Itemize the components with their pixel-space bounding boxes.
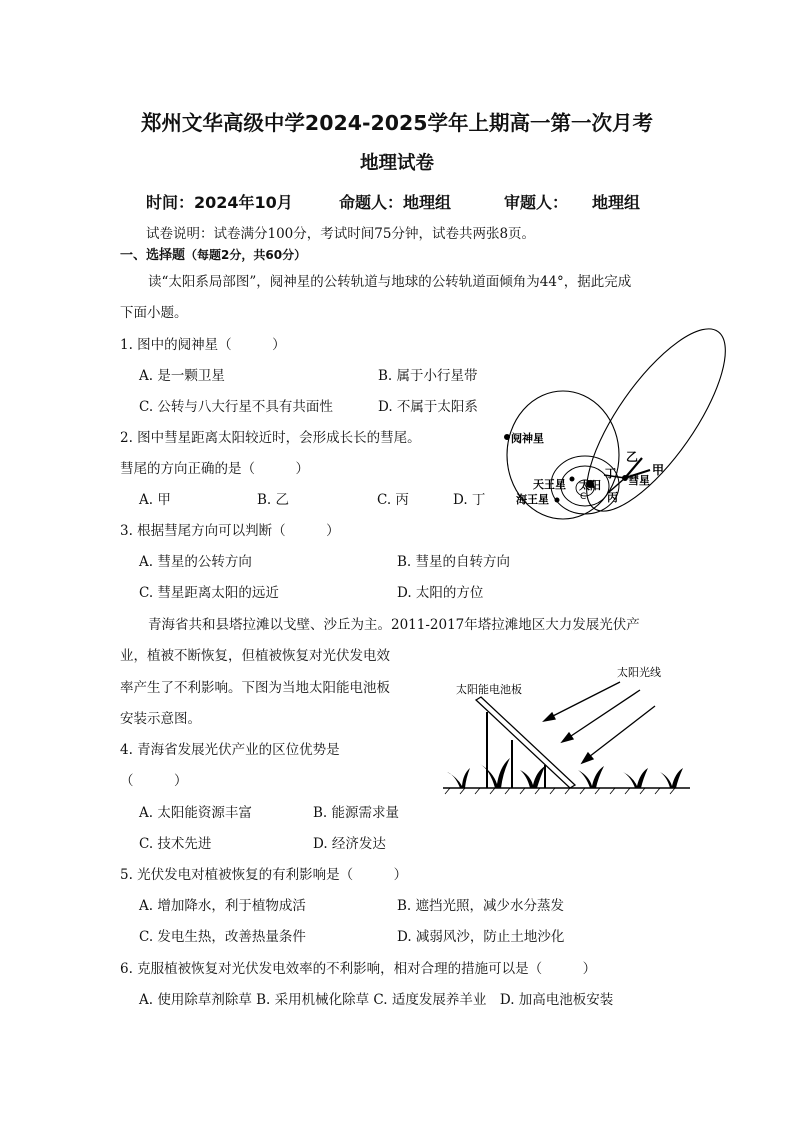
q3-option-b: B. 彗星的自转方向 [397, 554, 511, 570]
uranus-dot [570, 477, 575, 482]
q3-option-c: C. 彗星距离太阳的远近 [139, 585, 279, 601]
q3-stem: 3. 根据彗尾方向可以判断（ ） [120, 523, 340, 539]
q4-option-b: B. 能源需求量 [313, 805, 400, 821]
exam-reviewer: 地理组 [592, 193, 641, 212]
q1-option-b: B. 属于小行星带 [378, 368, 478, 384]
jia-label: 甲 [652, 463, 665, 477]
neptune-label: 海王星 [516, 493, 549, 506]
section-note: （每题2分，共60分） [185, 248, 307, 262]
q1-stem: 1. 图中的阋神星（ ） [120, 337, 286, 353]
eris-dot [504, 434, 510, 440]
solar-panel-figure [440, 660, 695, 800]
section-title: 一、选择题 [120, 248, 186, 263]
exam-subtitle: 地理试卷 [359, 153, 434, 174]
q4-option-d: D. 经济发达 [313, 836, 386, 852]
q2-option-c: C. 丙 [377, 492, 409, 508]
exam-time: 时间：2024年10月 [146, 193, 293, 212]
ding-label: 丁 [605, 467, 616, 480]
passage2-line2: 业，植被不断恢复，但植被恢复对光伏发电效 [120, 648, 390, 664]
q4-stem: 4. 青海省发展光伏产业的区位优势是 [120, 742, 340, 758]
exam-reviewer-label: 审题人： [504, 193, 569, 212]
q2-option-a: A. 甲 [139, 492, 171, 508]
passage2-line3: 率产生了不利影响。下图为当地太阳能电池板 [120, 680, 390, 696]
q4-stem-blank: （ ） [120, 773, 188, 789]
passage2-line4: 安装示意图。 [120, 711, 201, 727]
q1-option-a: A. 是一颗卫星 [139, 368, 225, 384]
solar-system-figure [500, 325, 740, 520]
q3-option-d: D. 太阳的方位 [397, 585, 484, 601]
yi-label: 乙 [626, 450, 639, 464]
q2-option-b: B. 乙 [257, 492, 290, 508]
passage2-line1: 青海省共和县塔拉滩以戈壁、沙丘为主。2011-2017年塔拉滩地区大力发展光伏产 [148, 617, 640, 633]
q2-stem-line1: 2. 图中彗星距离太阳较近时，会形成长长的彗尾。 [120, 430, 421, 446]
q1-option-d: D. 不属于太阳系 [378, 399, 478, 415]
passage1-line2: 下面小题。 [120, 305, 188, 321]
comet-label: 彗星 [628, 474, 650, 487]
instructions: 试卷说明：试卷满分100分，考试时间75分钟，试卷共两张8页。 [146, 226, 536, 242]
bing-label: 丙 [607, 491, 618, 504]
earth-orbit-mark: C [580, 492, 587, 502]
q2-option-d: D. 丁 [453, 492, 486, 508]
q5-option-a: A. 增加降水，利于植物成活 [139, 898, 306, 914]
q6-options: A. 使用除草剂除草 B. 采用机械化除草 C. 适度发展养羊业 D. 加高电池板安装 [139, 992, 614, 1008]
passage1-line1: 读“太阳系局部图”，阋神星的公转轨道与地球的公转轨道面倾角为44°，据此完成 [148, 274, 632, 290]
q2-stem-line2: 彗尾的方向正确的是（ ） [120, 461, 309, 477]
q5-option-b: B. 遮挡光照，减少水分蒸发 [397, 898, 565, 914]
q5-option-c: C. 发电生热，改善热量条件 [139, 929, 306, 945]
ground-hatch [445, 788, 675, 794]
q3-option-a: A. 彗星的公转方向 [139, 554, 252, 570]
q1-option-c: C. 公转与八大行星不具有共面性 [139, 399, 333, 415]
exam-title: 郑州文华高级中学2024-2025学年上期高一第一次月考 [140, 111, 654, 135]
q4-option-a: A. 太阳能资源丰富 [139, 805, 252, 821]
sunlight-label: 太阳光线 [617, 666, 661, 679]
exam-author: 命题人：地理组 [339, 193, 452, 212]
q6-stem: 6. 克服植被恢复对光伏发电效率的不利影响，相对合理的措施可以是（ ） [120, 961, 597, 977]
q5-stem: 5. 光伏发电对植被恢复的有利影响是（ ） [120, 867, 408, 883]
eris-label: 阋神星 [511, 432, 544, 445]
q4-option-c: C. 技术先进 [139, 836, 212, 852]
sun-label: 太阳 [579, 479, 601, 492]
panel-label: 太阳能电池板 [456, 683, 522, 696]
uranus-label: 天王星 [533, 478, 566, 491]
neptune-dot [555, 498, 560, 503]
section-heading [120, 244, 306, 263]
sun-rays [544, 682, 655, 763]
q5-option-d: D. 减弱风沙，防止土地沙化 [397, 929, 565, 945]
